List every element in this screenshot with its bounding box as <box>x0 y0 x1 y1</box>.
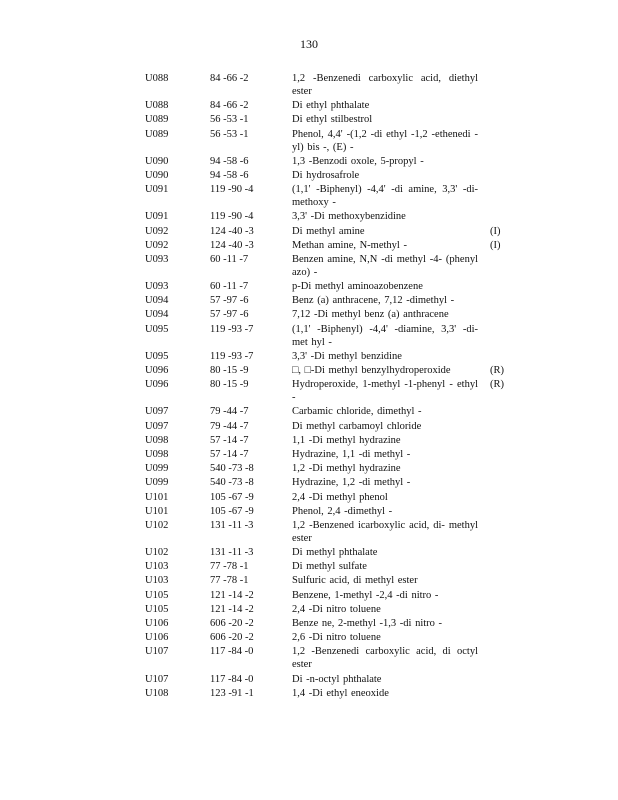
waste-code-cell: U088 <box>145 73 169 84</box>
waste-code-cell: U093 <box>145 253 169 265</box>
waste-code-cell: U107 <box>145 673 169 685</box>
substance-name-cell: Di methyl sulfate <box>292 561 367 573</box>
table-row <box>0 155 618 168</box>
waste-code-cell: U091 <box>145 184 169 196</box>
substance-name-cell: 2,4 -Di nitro toluene <box>292 603 381 615</box>
substance-name-cell: 1,2 -Benzenedi carboxylic acid, di octyl ester <box>292 646 478 671</box>
waste-code-cell: U096 <box>145 379 169 391</box>
table-row <box>0 420 618 433</box>
substance-name-cell: Sulfuric acid, di methyl ester <box>292 575 418 587</box>
substance-name-cell: Benze ne, 2-methyl -1,3 -di nitro - <box>292 618 443 629</box>
table-row <box>0 645 618 671</box>
cas-number-cell: 80 -15 -9 <box>210 379 249 391</box>
hazard-flag-cell: (I) <box>490 239 501 251</box>
cas-number-cell: 57 -14 -7 <box>210 434 249 446</box>
table-row <box>0 169 618 182</box>
cas-number-cell: 84 -66 -2 <box>210 100 249 112</box>
waste-code-cell: U102 <box>145 519 169 531</box>
table-row <box>0 113 618 126</box>
waste-code-cell: U089 <box>145 128 169 140</box>
cas-number-cell: 84 -66 -2 <box>210 73 249 84</box>
table-row <box>0 405 618 418</box>
table-row <box>0 280 618 293</box>
table-row <box>0 323 618 349</box>
cas-number-cell: 117 -84 -0 <box>210 646 254 658</box>
waste-code-cell: U092 <box>145 225 169 237</box>
waste-code-cell: U103 <box>145 575 169 587</box>
waste-code-table <box>0 72 618 701</box>
substance-name-cell: Benzen amine, N,N -di methyl -4- (phenyl azo) - <box>292 253 478 278</box>
cas-number-cell: 56 -53 -1 <box>210 128 249 140</box>
waste-code-cell: U103 <box>145 561 169 573</box>
substance-name-cell: □, □-Di methyl benzylhydroperoxide <box>292 365 451 376</box>
table-row <box>0 617 618 630</box>
table-row <box>0 378 618 404</box>
waste-code-cell: U098 <box>145 434 169 446</box>
table-row <box>0 462 618 475</box>
substance-name-cell: 7,12 -Di methyl benz (a) anthracene <box>292 309 449 321</box>
waste-code-cell: U105 <box>145 603 169 615</box>
table-row <box>0 128 618 154</box>
cas-number-cell: 94 -58 -6 <box>210 155 249 167</box>
substance-name-cell: Di ethyl phthalate <box>292 100 370 112</box>
table-row <box>0 476 618 489</box>
substance-name-cell: 1,1 -Di methyl hydrazine <box>292 434 401 446</box>
hazard-flag-cell: (I) <box>490 225 501 237</box>
cas-number-cell: 540 -73 -8 <box>210 477 254 489</box>
cas-number-cell: 79 -44 -7 <box>210 406 249 418</box>
substance-name-cell: Hydroperoxide, 1-methyl -1-phenyl - ethyl - <box>292 379 478 404</box>
waste-code-cell: U097 <box>145 406 169 418</box>
waste-code-cell: U091 <box>145 211 169 223</box>
cas-number-cell: 94 -58 -6 <box>210 169 249 181</box>
hazard-flag-cell: (R) <box>490 365 504 376</box>
cas-number-cell: 119 -90 -4 <box>210 184 254 196</box>
table-row <box>0 364 618 377</box>
cas-number-cell: 77 -78 -1 <box>210 575 249 587</box>
table-row <box>0 673 618 686</box>
substance-name-cell: Hydrazine, 1,2 -di methyl - <box>292 477 411 489</box>
table-row <box>0 239 618 252</box>
cas-number-cell: 119 -90 -4 <box>210 211 254 223</box>
table-row <box>0 546 618 559</box>
substance-name-cell: 3,3' -Di methyl benzidine <box>292 350 402 362</box>
table-row <box>0 99 618 112</box>
cas-number-cell: 131 -11 -3 <box>210 519 254 531</box>
substance-name-cell: 3,3' -Di methoxybenzidine <box>292 211 406 223</box>
table-row <box>0 225 618 238</box>
substance-name-cell: 1,2 -Benzened icarboxylic acid, di- methyl ester <box>292 519 478 544</box>
table-row <box>0 72 618 98</box>
substance-name-cell: 2,6 -Di nitro toluene <box>292 632 381 644</box>
waste-code-cell: U090 <box>145 155 169 167</box>
substance-name-cell: Di methyl carbamoyl chloride <box>292 420 422 432</box>
substance-name-cell: Carbamic chloride, dimethyl - <box>292 406 422 418</box>
waste-code-cell: U106 <box>145 618 169 629</box>
waste-code-cell: U099 <box>145 463 169 475</box>
table-row <box>0 448 618 461</box>
waste-code-cell: U095 <box>145 323 169 335</box>
table-row <box>0 589 618 602</box>
table-row <box>0 505 618 518</box>
table-row <box>0 560 618 573</box>
substance-name-cell: Di hydrosafrole <box>292 169 360 181</box>
substance-name-cell: Phenol, 4,4' -(1,2 -di ethyl -1,2 -ethenedi - yl) bis -, (E) - <box>292 128 478 153</box>
table-row <box>0 687 618 700</box>
cas-number-cell: 606 -20 -2 <box>210 632 254 644</box>
substance-name-cell: 2,4 -Di methyl phenol <box>292 491 388 503</box>
cas-number-cell: 57 -97 -6 <box>210 295 249 307</box>
waste-code-cell: U090 <box>145 169 169 181</box>
waste-code-cell: U102 <box>145 547 169 559</box>
waste-code-cell: U093 <box>145 281 169 293</box>
substance-name-cell: 1,2 -Benzenedi carboxylic acid, diethyl ester <box>292 73 478 97</box>
cas-number-cell: 121 -14 -2 <box>210 589 254 601</box>
waste-code-cell: U098 <box>145 448 169 460</box>
cas-number-cell: 77 -78 -1 <box>210 561 249 573</box>
cas-number-cell: 540 -73 -8 <box>210 463 254 475</box>
waste-code-cell: U105 <box>145 589 169 601</box>
substance-name-cell: Methan amine, N-methyl - <box>292 239 407 251</box>
substance-name-cell: Di methyl phthalate <box>292 547 378 559</box>
waste-code-cell: U101 <box>145 505 169 517</box>
cas-number-cell: 123 -91 -1 <box>210 687 254 699</box>
hazard-flag-cell: (R) <box>490 379 504 391</box>
waste-code-cell: U101 <box>145 491 169 503</box>
waste-code-cell: U088 <box>145 100 169 112</box>
table-row <box>0 491 618 504</box>
waste-code-cell: U106 <box>145 632 169 644</box>
table-row <box>0 434 618 447</box>
table-row <box>0 183 618 209</box>
cas-number-cell: 124 -40 -3 <box>210 239 254 251</box>
substance-name-cell: 1,4 -Di ethyl eneoxide <box>292 687 389 699</box>
page-number: 130 <box>300 37 318 51</box>
table-row <box>0 294 618 307</box>
cas-number-cell: 119 -93 -7 <box>210 323 254 335</box>
cas-number-cell: 80 -15 -9 <box>210 365 249 376</box>
cas-number-cell: 57 -14 -7 <box>210 448 249 460</box>
waste-code-cell: U094 <box>145 295 169 307</box>
cas-number-cell: 105 -67 -9 <box>210 491 254 503</box>
cas-number-cell: 79 -44 -7 <box>210 420 249 432</box>
cas-number-cell: 60 -11 -7 <box>210 281 249 293</box>
cas-number-cell: 60 -11 -7 <box>210 253 249 265</box>
waste-code-cell: U097 <box>145 420 169 432</box>
table-row <box>0 253 618 279</box>
cas-number-cell: 606 -20 -2 <box>210 618 254 629</box>
substance-name-cell: (1,1' -Biphenyl) -4,4' -diamine, 3,3' -di- met hyl - <box>292 323 478 348</box>
cas-number-cell: 56 -53 -1 <box>210 114 249 126</box>
waste-code-cell: U096 <box>145 365 169 376</box>
waste-code-cell: U089 <box>145 114 169 126</box>
cas-number-cell: 105 -67 -9 <box>210 505 254 517</box>
substance-name-cell: Di methyl amine <box>292 225 365 237</box>
table-row <box>0 210 618 223</box>
substance-name-cell: Di ethyl stilbestrol <box>292 114 373 126</box>
substance-name-cell: 1,2 -Di methyl hydrazine <box>292 463 401 475</box>
cas-number-cell: 124 -40 -3 <box>210 225 254 237</box>
table-row <box>0 350 618 363</box>
substance-name-cell: p-Di methyl aminoazobenzene <box>292 281 423 293</box>
table-row <box>0 603 618 616</box>
waste-code-cell: U092 <box>145 239 169 251</box>
substance-name-cell: Phenol, 2,4 -dimethyl - <box>292 505 393 517</box>
cas-number-cell: 57 -97 -6 <box>210 309 249 321</box>
cas-number-cell: 117 -84 -0 <box>210 673 254 685</box>
waste-code-cell: U094 <box>145 309 169 321</box>
substance-name-cell: Hydrazine, 1,1 -di methyl - <box>292 448 411 460</box>
table-row <box>0 519 618 545</box>
substance-name-cell: Di -n-octyl phthalate <box>292 673 382 685</box>
substance-name-cell: Benzene, 1-methyl -2,4 -di nitro - <box>292 589 439 601</box>
cas-number-cell: 119 -93 -7 <box>210 350 254 362</box>
waste-code-cell: U108 <box>145 687 169 699</box>
substance-name-cell: Benz (a) anthracene, 7,12 -dimethyl - <box>292 295 455 307</box>
cas-number-cell: 121 -14 -2 <box>210 603 254 615</box>
substance-name-cell: 1,3 -Benzodi oxole, 5-propyl - <box>292 155 424 167</box>
substance-name-cell: (1,1' -Biphenyl) -4,4' -di amine, 3,3' -di- methoxy - <box>292 184 478 209</box>
table-row <box>0 574 618 587</box>
table-row <box>0 631 618 644</box>
cas-number-cell: 131 -11 -3 <box>210 547 254 559</box>
waste-code-cell: U107 <box>145 646 169 658</box>
waste-code-cell: U099 <box>145 477 169 489</box>
table-row <box>0 308 618 321</box>
waste-code-cell: U095 <box>145 350 169 362</box>
